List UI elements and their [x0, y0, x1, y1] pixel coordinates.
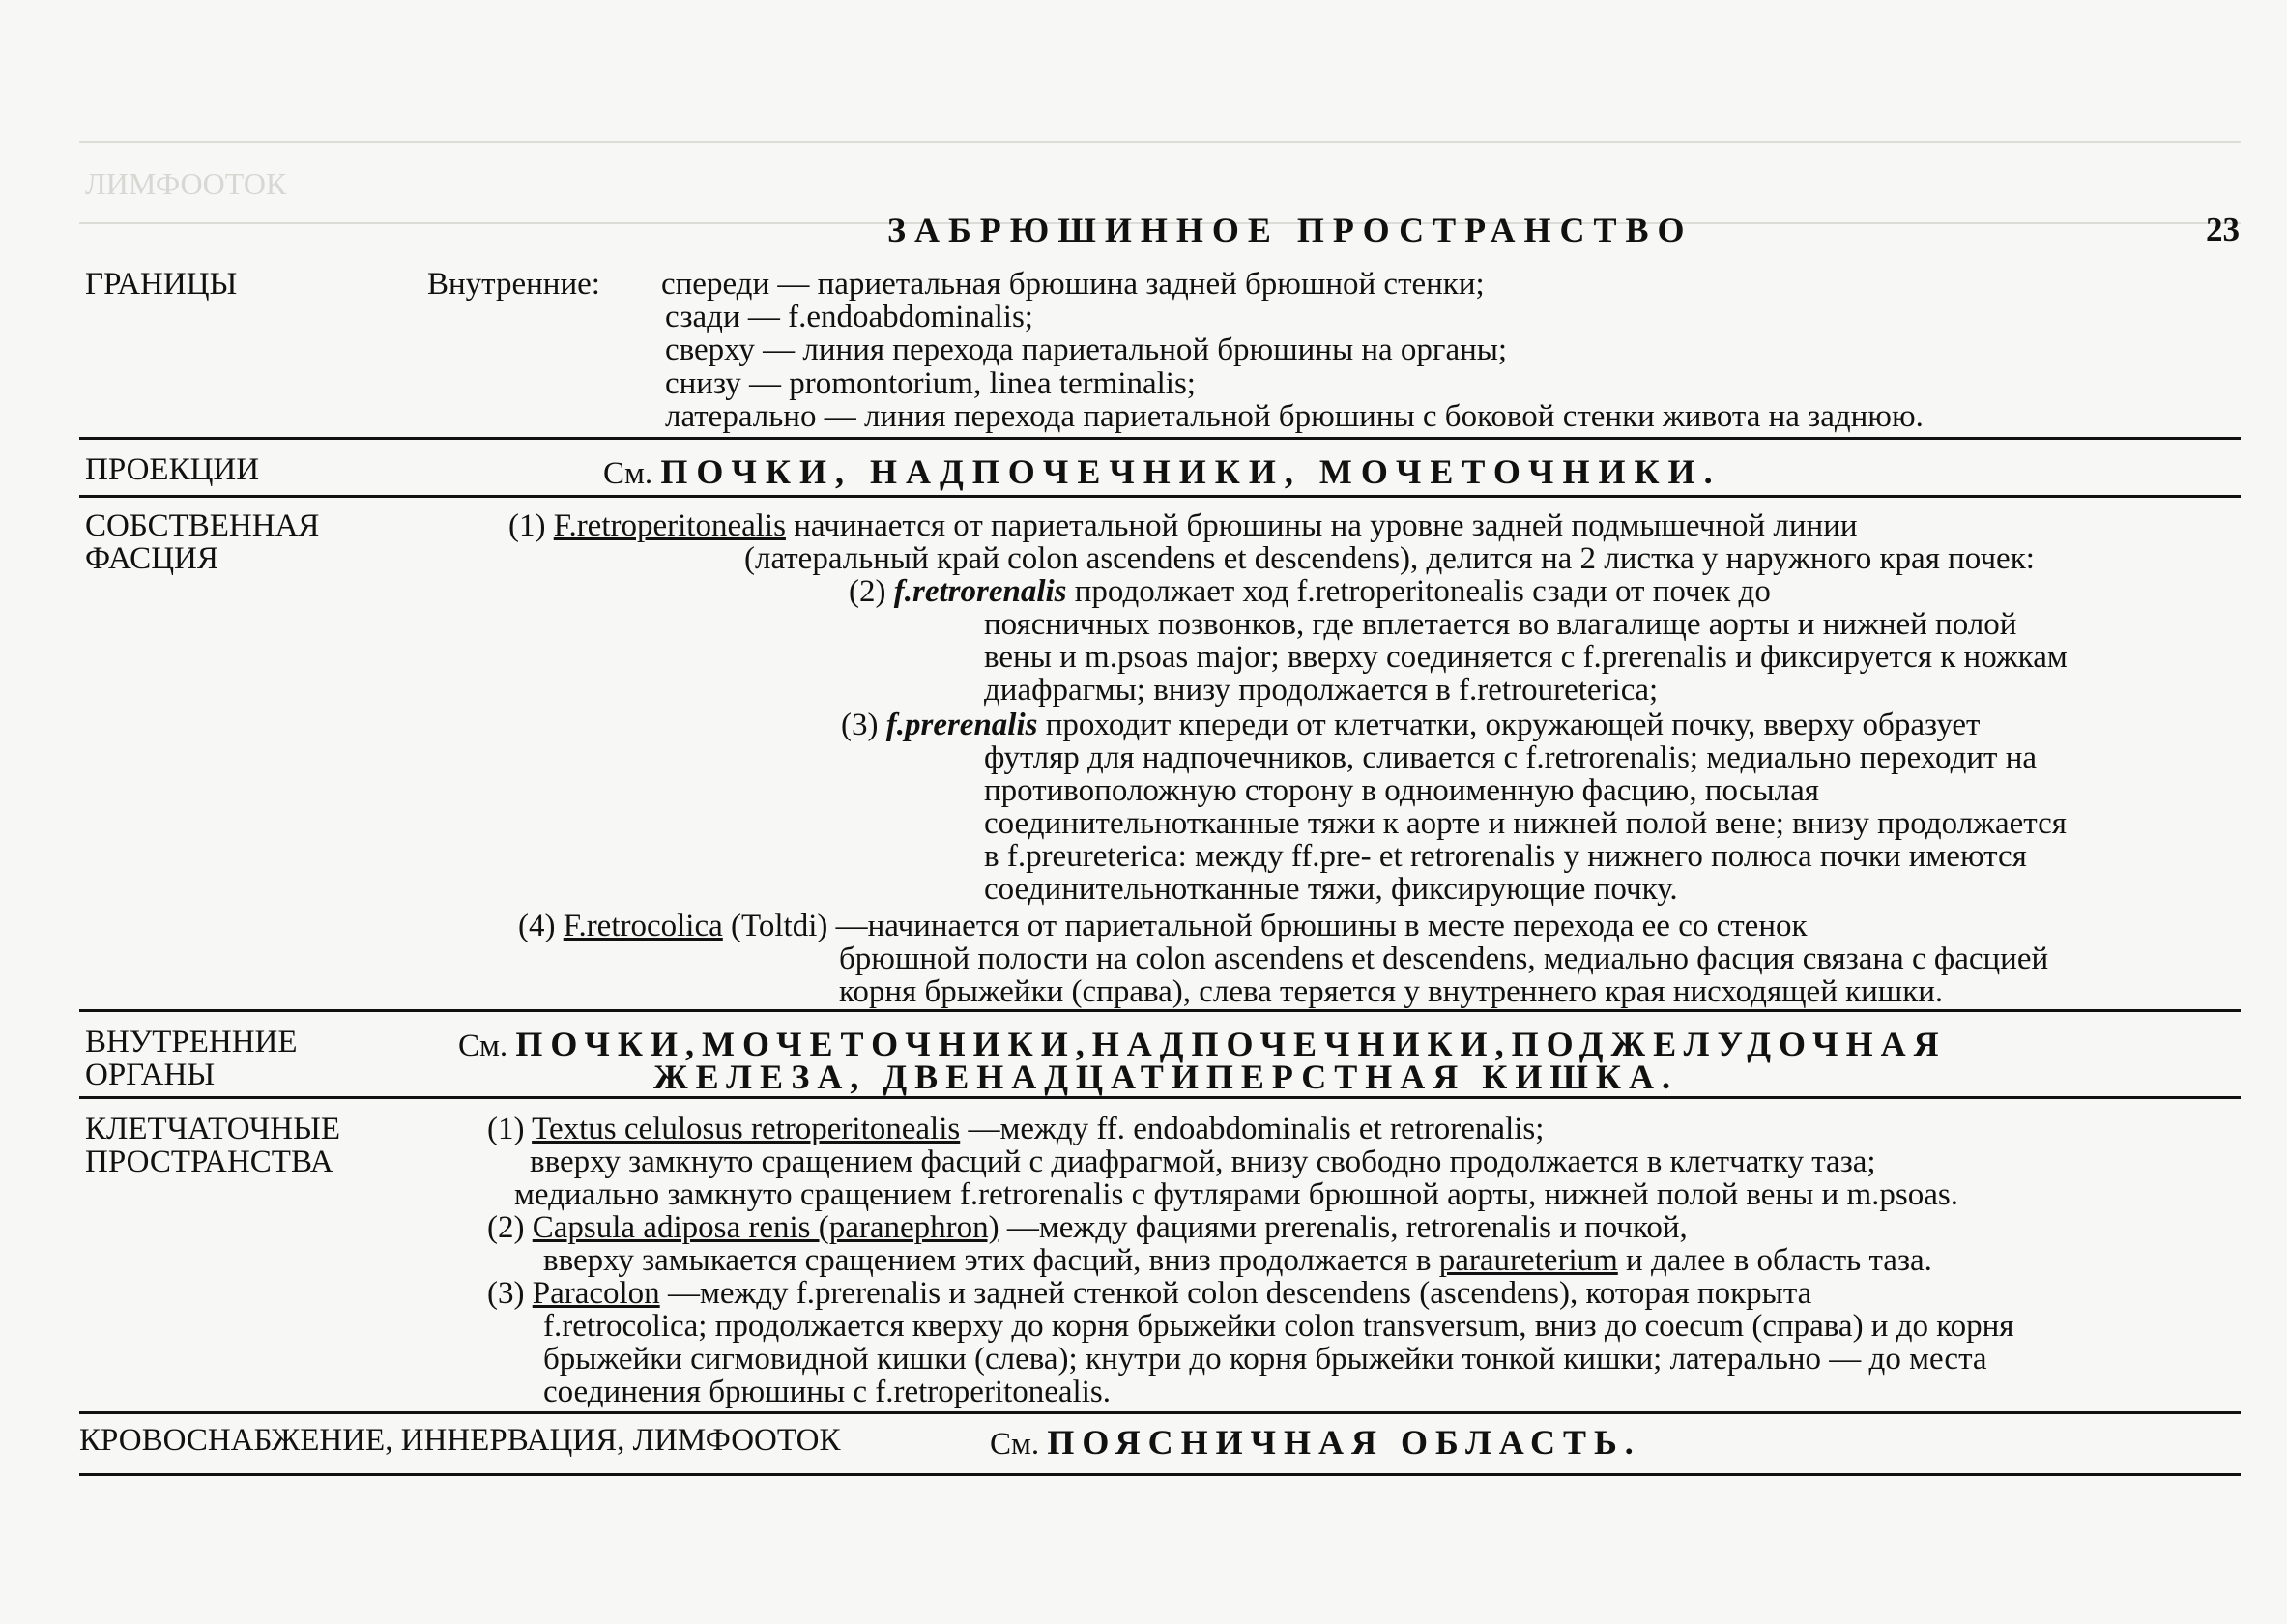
spaces-item-1: (1) Textus celulosus retroperitonealis —между ff. endoabdominalis et retrorenalis;: [487, 1112, 1545, 1146]
term-capsula: Capsula adiposa renis (paranephron): [532, 1210, 999, 1245]
borders-line: снизу — promontorium, linea terminalis;: [665, 366, 1196, 401]
spaces-item-3: (3) Paracolon —между f.prerenalis и задней стенкой colon descendens (ascendens), которая покрыта: [487, 1276, 1812, 1311]
borders-line: латерально — линия перехода париетальной брюшины с боковой стенки живота на заднюю.: [665, 399, 1924, 434]
fascia-item-4-line: корня брыжейки (справа), слева теряется у внутреннего края нисходящей кишки.: [839, 974, 1944, 1009]
term-prerenalis: f.prerenalis: [885, 708, 1038, 742]
section-label-fascia-2: ФАСЦИЯ: [85, 541, 218, 576]
organs-reference-2: ЖЕЛЕЗА, ДВЕНАДЦАТИПЕРСТНАЯ КИШКА.: [653, 1058, 1679, 1096]
bleed-through-text: ЛИМФООТОК: [85, 166, 287, 201]
fascia-item-3: (3) f.prerenalis проходит кпереди от клетчатки, окружающей почку, вверху образует: [841, 708, 1981, 742]
borders-line: сзади — f.endoabdominalis;: [665, 300, 1033, 334]
page-number: 23: [2206, 211, 2240, 248]
see-reference: [603, 454, 1722, 490]
borders-sublabel: Внутренние:: [427, 267, 600, 302]
fascia-item-2: (2) f.retrorenalis продолжает ход f.retroperitonealis сзади от почек до: [849, 574, 1771, 609]
fascia-item-2-line: диафрагмы; внизу продолжается в f.retroureterica;: [984, 673, 1659, 708]
section-divider: [79, 1096, 2241, 1099]
spaces-item-3-line: соединения брюшины с f.retroperitonealis.: [543, 1375, 1111, 1409]
section-label-organs-2: ОРГАНЫ: [85, 1058, 216, 1092]
fascia-item-3-line: в f.preureterica: между ff.pre- et retrorenalis у нижнего полюса почки имеются: [984, 839, 2027, 874]
spaces-item-1-line: медиально замкнуто сращением f.retrorenalis с футлярами брюшной аорты, нижней полой вены и m.psoas.: [514, 1177, 1958, 1212]
fascia-item-3-line: соединительнотканные тяжи, фиксирующие почку.: [984, 872, 1678, 907]
fascia-item-3-line: противоположную сторону в одноименную фасцию, посылая: [984, 773, 1819, 808]
see-label: См.: [458, 1029, 508, 1063]
spaces-item-2: (2) Capsula adiposa renis (paranephron) —между фациями prerenalis, retrorenalis и почкой,: [487, 1210, 1688, 1245]
section-divider: [79, 1473, 2241, 1476]
term-retroperitonealis: F.retroperitonealis: [553, 508, 786, 543]
section-label-blood: КРОВОСНАБЖЕНИЕ, ИННЕРВАЦИЯ, ЛИМФООТОК: [79, 1423, 841, 1458]
fascia-item-2-line: поясничных позвонков, где вплетается во влагалище аорты и нижней полой: [984, 607, 2017, 642]
fascia-item-1-line: (латеральный край colon ascendens et descendens), делится на 2 листка у наружного края почек:: [744, 541, 2035, 576]
section-label-organs: ВНУТРЕННИЕ: [85, 1025, 298, 1059]
spaces-item-1-line: вверху замкнуто сращением фасций с диафрагмой, внизу свободно продолжается в клетчатку таза;: [530, 1145, 1876, 1179]
projections-reference: ПОЧКИ, НАДПОЧЕЧНИКИ, МОЧЕТОЧНИКИ.: [660, 452, 1722, 491]
see-label: См.: [603, 456, 653, 491]
fascia-item-4: (4) F.retrocolica (Toltdi) —начинается от париетальной брюшины в месте перехода ее со стенок: [518, 909, 1808, 943]
section-divider: [79, 1411, 2241, 1414]
section-divider: [79, 437, 2241, 440]
spaces-item-2-line: вверху замыкается сращением этих фасций, вниз продолжается в paraureterium и далее в область таза.: [543, 1243, 1932, 1278]
see-label: См.: [990, 1427, 1040, 1462]
term-retrorenalis: f.retrorenalis: [893, 574, 1067, 609]
term-paraureterium: paraureterium: [1438, 1243, 1618, 1278]
fascia-item-1: (1) F.retroperitonealis начинается от париетальной брюшины на уровне задней подмышечной линии: [508, 508, 1858, 543]
organs-reference: ПОЧКИ,МОЧЕТОЧНИКИ,НАДПОЧЕЧНИКИ,ПОДЖЕЛУДОЧНАЯ: [515, 1025, 1947, 1063]
spaces-item-3-line: брыжейки сигмовидной кишки (слева); кнутри до корня брыжейки тонкой кишки; латерально — до места: [543, 1342, 1987, 1377]
fascia-item-3-line: футляр для надпочечников, сливается с f.retrorenalis; медиально переходит на: [984, 740, 2037, 775]
section-divider: [79, 495, 2241, 498]
spaces-item-3-line: f.retrocolica; продолжается кверху до корня брыжейки colon transversum, вниз до coecum (справа) и до корня: [543, 1309, 2014, 1344]
borders-line: спереди — париетальная брюшина задней брюшной стенки;: [661, 267, 1485, 302]
fascia-item-2-line: вены и m.psoas major; вверху соединяется с f.prerenalis и фиксируется к ножкам: [984, 640, 2068, 675]
section-label-spaces-2: ПРОСТРАНСТВА: [85, 1145, 333, 1179]
bleed-through-rule: [79, 141, 2241, 143]
fascia-item-3-line: соединительнотканные тяжи к аорте и нижней полой вене; внизу продолжается: [984, 806, 2067, 841]
page-title: ЗАБРЮШИННОЕ ПРОСТРАНСТВО: [887, 211, 1694, 249]
section-divider: [79, 1009, 2241, 1012]
borders-line: сверху — линия перехода париетальной брюшины на органы;: [665, 333, 1508, 367]
section-label-fascia: СОБСТВЕННАЯ: [85, 508, 320, 543]
see-reference: [990, 1425, 1641, 1461]
section-label-projections: ПРОЕКЦИИ: [85, 452, 260, 487]
term-retrocolica: F.retrocolica: [563, 909, 723, 943]
section-label-borders: ГРАНИЦЫ: [85, 267, 238, 302]
term-paracolon: Paracolon: [532, 1276, 660, 1311]
fascia-item-4-line: брюшной полости на colon ascendens et descendens, медиально фасция связана с фасцией: [839, 942, 2049, 976]
section-label-spaces: КЛЕТЧАТОЧНЫЕ: [85, 1112, 341, 1146]
blood-reference: ПОЯСНИЧНАЯ ОБЛАСТЬ.: [1047, 1423, 1641, 1462]
term-textus: Textus celulosus retroperitonealis: [532, 1112, 961, 1146]
